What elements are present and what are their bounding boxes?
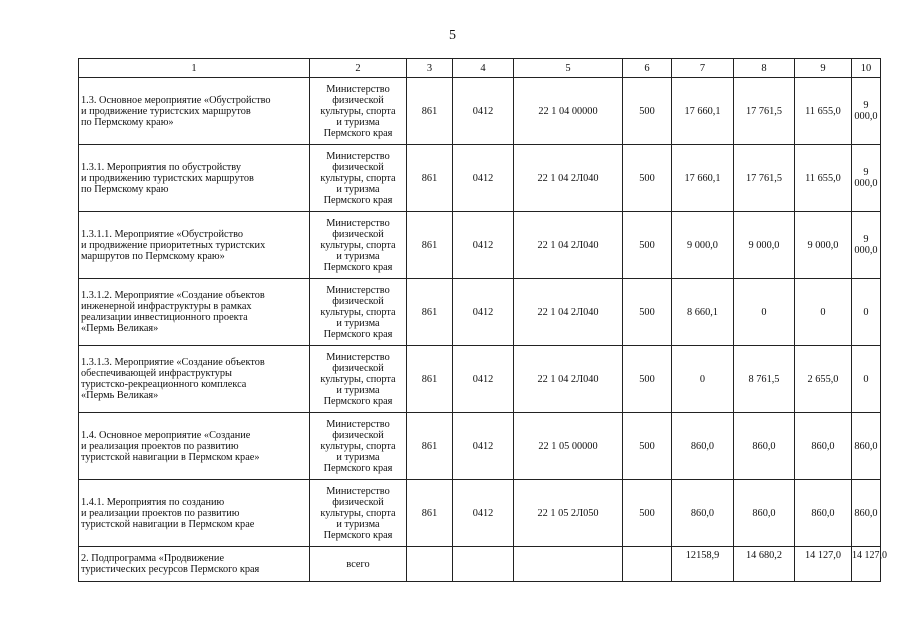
table-row (79, 480, 881, 547)
cell-line: реализации инвестиционного проекта (81, 312, 248, 323)
value-col7-cell: 0 (672, 346, 734, 413)
cell-line: и туризма (336, 317, 380, 329)
column-header: 5 (514, 59, 623, 78)
value-col9-cell: 860,0 (795, 480, 852, 547)
column-header: 3 (407, 59, 453, 78)
value-col8-cell: 860,0 (734, 413, 795, 480)
cell-line: по Пермскому краю» (81, 116, 174, 128)
cell-line: инженерной инфраструктуры в рамках (81, 301, 252, 312)
target-article-cell: 22 1 05 2Л050 (514, 480, 623, 547)
cell-line: 1.4. Основное мероприятие «Создание (81, 429, 251, 441)
section-code-cell (453, 547, 514, 582)
ministry-cell (310, 413, 407, 480)
cell-line: культуры, спорта (320, 440, 396, 452)
cell-line: и продвижение туристских маршрутов (81, 105, 251, 117)
cell-line: и реализации проектов по развитию (81, 507, 240, 519)
grbs-code-cell: 861 (407, 346, 453, 413)
section-code-cell: 0412 (453, 346, 514, 413)
value-col7-cell: 17 660,1 (672, 78, 734, 145)
table-header-row (79, 59, 881, 78)
activity-name-cell (79, 212, 310, 279)
cell-line: Министерство (326, 351, 390, 363)
cell-line: Министерство (326, 83, 390, 95)
target-article-cell: 22 1 04 2Л040 (514, 279, 623, 346)
table-row (79, 78, 881, 145)
expense-type-cell: 500 (623, 346, 672, 413)
table-row (79, 212, 881, 279)
value-col8-cell: 14 680,2 (734, 547, 795, 582)
grbs-code-cell: 861 (407, 145, 453, 212)
cell-line: 1.3. Основное мероприятие «Обустройство (81, 94, 271, 106)
section-code-cell: 0412 (453, 212, 514, 279)
cell-line: и туризма (336, 250, 380, 262)
column-header: 6 (623, 59, 672, 78)
table-row (79, 547, 881, 582)
value-col8-cell: 8 761,5 (734, 346, 795, 413)
value-col10-cell: 0 (852, 279, 881, 346)
value-col8-cell: 9 000,0 (734, 212, 795, 279)
target-article-cell (514, 547, 623, 582)
cell-line: Пермского края (323, 395, 393, 407)
value-col8-cell: 860,0 (734, 480, 795, 547)
cell-line: обеспечивающей инфраструктуры (81, 368, 232, 379)
cell-line: Министерство (326, 485, 390, 497)
column-header: 2 (310, 59, 407, 78)
section-code-cell: 0412 (453, 480, 514, 547)
cell-line: Министерство (326, 418, 390, 430)
table-row (79, 413, 881, 480)
cell-line: Пермского края (323, 462, 393, 474)
cell-line: 1.3.1. Мероприятия по обустройству (81, 161, 241, 173)
value-col9-cell: 11 655,0 (795, 78, 852, 145)
grbs-code-cell: 861 (407, 279, 453, 346)
value-col7-cell: 8 660,1 (672, 279, 734, 346)
cell-line: туристических ресурсов Пермского края (81, 564, 260, 575)
column-header: 4 (453, 59, 514, 78)
cell-line: и реализация проектов по развитию (81, 440, 239, 452)
cell-line: физической (332, 362, 384, 374)
value-col9-cell: 11 655,0 (795, 145, 852, 212)
value-col10-cell: 9 000,0 (852, 145, 881, 212)
value-col7-cell: 9 000,0 (672, 212, 734, 279)
grbs-code-cell (407, 547, 453, 582)
value-col10-cell: 860,0 (852, 413, 881, 480)
column-header: 8 (734, 59, 795, 78)
target-article-cell: 22 1 04 2Л040 (514, 212, 623, 279)
value-col7-cell: 860,0 (672, 413, 734, 480)
expense-type-cell (623, 547, 672, 582)
cell-line: 1.4.1. Мероприятия по созданию (81, 496, 225, 508)
ministry-cell (310, 279, 407, 346)
value-col7-cell: 12158,9 (672, 547, 734, 582)
cell-line: культуры, спорта (320, 373, 396, 385)
value-col10-cell: 9 000,0 (852, 212, 881, 279)
cell-line: «Пермь Великая» (81, 323, 159, 334)
cell-line: 1.3.1.3. Мероприятие «Создание объектов (81, 357, 265, 368)
cell-line: и туризма (336, 451, 380, 463)
section-code-cell: 0412 (453, 279, 514, 346)
column-header: 7 (672, 59, 734, 78)
expense-type-cell: 500 (623, 279, 672, 346)
value-col9-cell: 0 (795, 279, 852, 346)
column-header: 10 (852, 59, 881, 78)
expense-type-cell: 500 (623, 145, 672, 212)
cell-line: физической (332, 161, 384, 173)
cell-line: «Пермь Великая» (81, 390, 159, 401)
activity-name-cell (79, 78, 310, 145)
cell-line: 1.3.1.2. Мероприятие «Создание объектов (81, 290, 265, 301)
cell-line: 1.3.1.1. Мероприятие «Обустройство (81, 228, 244, 240)
cell-line: культуры, спорта (320, 239, 396, 251)
expense-type-cell: 500 (623, 413, 672, 480)
value-col10-cell: 0 (852, 346, 881, 413)
cell-line: культуры, спорта (320, 306, 396, 318)
target-article-cell: 22 1 05 00000 (514, 413, 623, 480)
expense-type-cell: 500 (623, 480, 672, 547)
cell-line: и продвижение приоритетных туристских (81, 239, 266, 251)
ministry-cell (310, 145, 407, 212)
grbs-code-cell: 861 (407, 78, 453, 145)
value-col9-cell: 9 000,0 (795, 212, 852, 279)
section-code-cell: 0412 (453, 78, 514, 145)
column-header: 1 (79, 59, 310, 78)
section-code-cell: 0412 (453, 145, 514, 212)
budget-table (78, 58, 887, 582)
ministry-cell (310, 212, 407, 279)
cell-line: культуры, спорта (320, 507, 396, 519)
cell-line: и туризма (336, 116, 380, 128)
cell-line: физической (332, 295, 384, 307)
cell-line: маршрутов по Пермскому краю» (81, 250, 225, 262)
table-row (79, 145, 881, 212)
table-row (79, 279, 881, 346)
table-row (79, 346, 881, 413)
grbs-code-cell: 861 (407, 212, 453, 279)
section-code-cell: 0412 (453, 413, 514, 480)
value-col9-cell: 860,0 (795, 413, 852, 480)
cell-line: Пермского края (323, 529, 393, 541)
cell-line: Министерство (326, 150, 390, 162)
cell-line: Пермского края (323, 328, 393, 340)
expense-type-cell: 500 (623, 78, 672, 145)
cell-line: культуры, спорта (320, 172, 396, 184)
cell-line: по Пермскому краю (81, 183, 169, 195)
value-col9-cell: 2 655,0 (795, 346, 852, 413)
ministry-cell (310, 346, 407, 413)
activity-name-cell (79, 480, 310, 547)
cell-line: физической (332, 429, 384, 441)
cell-line: Пермского края (323, 261, 393, 273)
cell-line: туристско-рекреационного комплекса (81, 379, 247, 390)
grbs-code-cell: 861 (407, 413, 453, 480)
cell-line: и продвижению туристских маршрутов (81, 172, 254, 184)
value-col10-cell: 9 000,0 (852, 78, 881, 145)
expense-type-cell: 500 (623, 212, 672, 279)
column-header: 9 (795, 59, 852, 78)
value-col8-cell: 17 761,5 (734, 145, 795, 212)
value-col8-cell: 0 (734, 279, 795, 346)
cell-line: 2. Подпрограмма «Продвижение (81, 553, 225, 564)
cell-line: и туризма (336, 518, 380, 530)
cell-line: физической (332, 496, 384, 508)
target-article-cell: 22 1 04 2Л040 (514, 346, 623, 413)
activity-name-cell (79, 547, 310, 582)
ministry-cell: всего (310, 547, 407, 582)
activity-name-cell (79, 145, 310, 212)
cell-line: физической (332, 94, 384, 106)
value-col7-cell: 17 660,1 (672, 145, 734, 212)
cell-line: и туризма (336, 183, 380, 195)
cell-line: Пермского края (323, 127, 393, 139)
activity-name-cell (79, 413, 310, 480)
cell-line: туристской навигации в Пермском крае» (81, 451, 260, 463)
cell-line: Министерство (326, 217, 390, 229)
cell-line: физической (332, 228, 384, 240)
value-col7-cell: 860,0 (672, 480, 734, 547)
value-col10-cell: 14 127,0 (852, 547, 881, 582)
value-col9-cell: 14 127,0 (795, 547, 852, 582)
grbs-code-cell: 861 (407, 480, 453, 547)
value-col10-cell: 860,0 (852, 480, 881, 547)
page-number: 5 (449, 28, 456, 43)
ministry-cell (310, 78, 407, 145)
ministry-cell (310, 480, 407, 547)
cell-line: туристской навигации в Пермском крае (81, 518, 255, 530)
cell-line: Пермского края (323, 194, 393, 206)
activity-name-cell (79, 346, 310, 413)
target-article-cell: 22 1 04 2Л040 (514, 145, 623, 212)
cell-line: Министерство (326, 284, 390, 296)
activity-name-cell (79, 279, 310, 346)
cell-line: культуры, спорта (320, 105, 396, 117)
value-col8-cell: 17 761,5 (734, 78, 795, 145)
target-article-cell: 22 1 04 00000 (514, 78, 623, 145)
cell-line: и туризма (336, 384, 380, 396)
